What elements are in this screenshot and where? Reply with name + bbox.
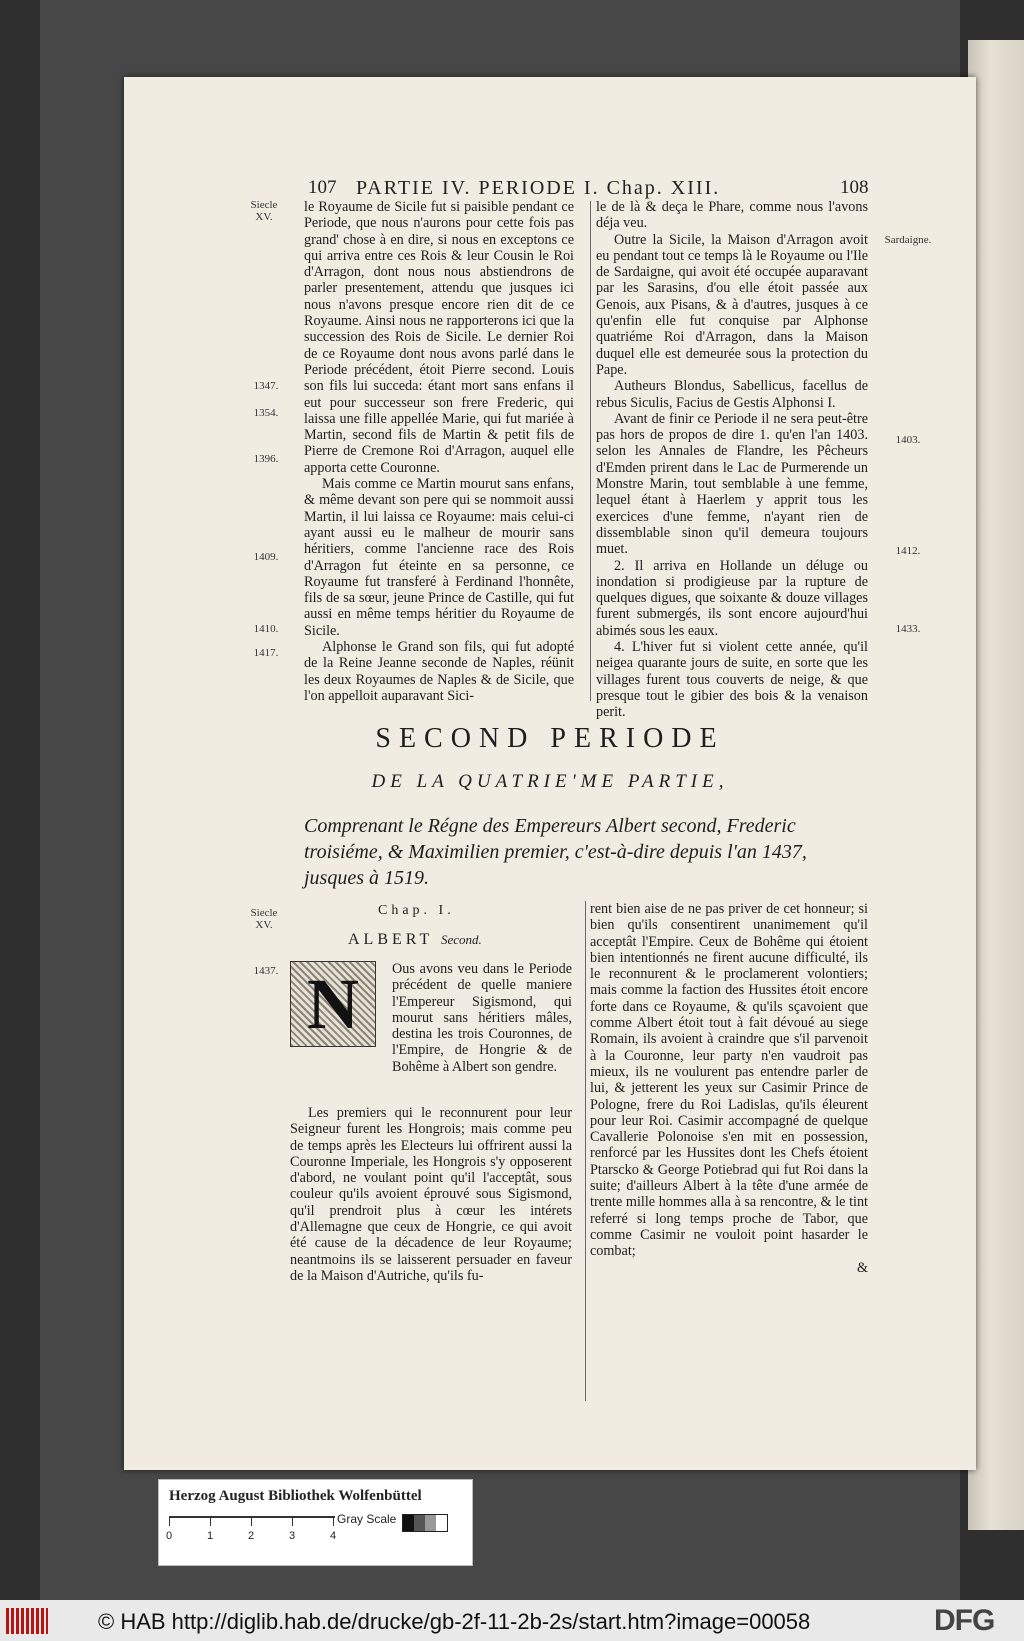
section-description: Comprenant le Régne des Empereurs Albert second, Frederic troisiéme, & Maximilien premier, c'est-à-dire depuis l'an 1437, jusques à 1519. bbox=[304, 815, 807, 889]
margin-date: 1433. bbox=[895, 623, 921, 635]
chapter-emperor-suffix: Second. bbox=[440, 932, 482, 947]
paragraph: Mais comme ce Martin mourut sans enfans, & même devant son pere qui se nommoit aussi Martin, il lui laissa ce Royaume: mais celui-ci ayant aussi eu le malheur de mourir sans héritiers, comme l'ancienne race des Rois d'Arragon fut éteinte en sa personne, ce Royaume fut transferé à Ferdinand l'honnête, fils de sa sœur, jeune Prince de Castille, qui fut aussi en même temps héritier du Royaume de Sicile. bbox=[304, 476, 574, 639]
margin-date: 1410. bbox=[253, 623, 279, 635]
chapter-left-column bbox=[290, 1105, 572, 1284]
ruler-label: 4 bbox=[330, 1530, 337, 1542]
paragraph: 4. L'hiver fut si violent cette année, qu'il neigea quarante jours de suite, en sorte que les villages furent tous couverts de neige, & que presque tout le gibier des bois & la venaison perit. bbox=[596, 639, 868, 721]
book-page bbox=[124, 77, 976, 1470]
page-edge bbox=[968, 40, 1024, 1530]
margin-date: 1417. bbox=[253, 647, 279, 659]
source-link[interactable]: © HAB http://diglib.hab.de/drucke/gb-2f-11-2b-2s/start.htm?image=00058 bbox=[98, 1609, 811, 1634]
ruler-tick bbox=[169, 1516, 170, 1526]
paragraph: Avant de finir ce Periode il ne sera peut-être pas hors de propos de dire 1. qu'en l'an 1403. selon les Annales de Flandre, les Pêcheurs d'Emden prirent dans le Lac de Purmerende un Monstre Marin, tout semblable à une femme, lequel étant à Haerlem y apprit tous les exercices d'une femme, n'ayant rien de dissemblable sinon qu'il demeura toujours muet. bbox=[596, 410, 868, 558]
barcode-icon bbox=[6, 1608, 48, 1634]
gray-scale-label: Gray Scale bbox=[337, 1512, 397, 1526]
paragraph: 2. Il arriva en Hollande un déluge ou inondation si prodigieuse par la rupture de quelques digues, que soixante & douze villages furent submergés, ils sont encore aujourd'hui abimés sous les eaux. bbox=[596, 557, 868, 639]
ruler-tick bbox=[251, 1516, 252, 1526]
margin-siecle: Siecle XV. bbox=[250, 199, 278, 223]
dfg-logo: DFG bbox=[934, 1604, 995, 1637]
decorated-initial bbox=[290, 961, 376, 1047]
viewer-footer bbox=[0, 1600, 1024, 1641]
margin-date: 1409. bbox=[253, 551, 279, 563]
ruler-label: 0 bbox=[166, 1530, 173, 1542]
margin-siecle: Siecle XV. bbox=[250, 907, 278, 931]
library-name: Herzog August Bibliothek Wolfenbüttel bbox=[169, 1488, 422, 1504]
paragraph: Autheurs Blondus, Sabellicus, facellus de rebus Siculis, Facius de Gestis Alphonsi I. bbox=[596, 378, 868, 411]
paragraph: Outre la Sicile, la Maison d'Arragon avoit eu pendant tout ce temps là le Royaume ou l'Ile de Sardaigne, qui avoit été occupée auparavant par les Sarasins, d'ou elle étoit passée aux Genois, aux Pisans, & à d'autres, jusques à ce qu'enfin elle fut conquise par Alphonse quatriéme Roi d'Arragon, dans la Maison duquel elle est demeurée sous la protection du Pape. bbox=[596, 231, 868, 378]
chapter-label: Chap. I. bbox=[378, 903, 455, 918]
page-number-left: 107 bbox=[308, 177, 337, 198]
ruler-label: 2 bbox=[248, 1530, 255, 1542]
ruler-label: 1 bbox=[207, 1530, 214, 1542]
paragraph: Ous avons veu dans le Periode précédent de quelle maniere l'Empereur Sigismond, qui mourut sans héritiers mâles, destina les trois Couronnes, de l'Empire, de Hongrie & de Bohême à Albert son gendre. bbox=[392, 961, 572, 1075]
chapter-right-column bbox=[590, 901, 868, 1276]
gray-scale-swatch bbox=[402, 1514, 448, 1532]
chapter-left-opening bbox=[392, 961, 572, 1075]
chapter-name bbox=[348, 931, 482, 949]
paragraph: Alphonse le Grand son fils, qui fut adopté de la Reine Jeanne seconde de Naples, réünit les deux Royaumes de Naples & de Sicile, que l'on appelloit auparavant Sici- bbox=[304, 639, 574, 704]
scale-ruler bbox=[169, 1516, 335, 1518]
ruler-tick bbox=[333, 1516, 334, 1526]
margin-date: 1396. bbox=[253, 453, 279, 465]
margin-date: 1412. bbox=[895, 545, 921, 557]
page-number-right: 108 bbox=[840, 177, 869, 198]
column-right-top bbox=[596, 199, 868, 721]
paragraph: Les premiers qui le reconnurent pour leur Seigneur furent les Hongrois; mais comme peu de temps après les Electeurs lui offrirent aussi la Couronne Imperiale, les Hongrois s'y opposerent d'abord, ne voulant point qu'il l'acceptât, sous couleur qu'ils avoient éprouvé sous Sigismond, qu'il prendroit plus à cœur les intérets d'Allemagne que ceux de Hongrie, ce qui avoit été cause de la décadence de leur Royaume; neantmoins ils se laisserent persuader en faveur de la Maison d'Autriche, qu'ils fu- bbox=[290, 1105, 572, 1284]
chapter-emperor: ALBERT bbox=[348, 931, 433, 948]
margin-sardaigne: Sardaigne. bbox=[884, 234, 932, 246]
margin-date: 1347. bbox=[253, 380, 279, 392]
catchword: & bbox=[856, 1259, 868, 1276]
section-subtitle: DE LA QUATRIE'ME PARTIE, bbox=[371, 771, 729, 792]
paragraph: le de là & deça le Phare, comme nous l'avons déja veu. bbox=[596, 199, 868, 232]
margin-date: 1354. bbox=[253, 407, 279, 419]
library-label-card bbox=[158, 1479, 473, 1566]
ruler-label: 3 bbox=[289, 1530, 296, 1542]
section-title: SECOND PERIODE bbox=[375, 723, 725, 754]
column-divider bbox=[590, 201, 591, 701]
ruler-tick bbox=[292, 1516, 293, 1526]
margin-date: 1403. bbox=[895, 434, 921, 446]
paragraph: le Royaume de Sicile fut si paisible pendant ce Periode, que nous n'aurons pour cette fois pas grand' chose à en dire, si nous en exceptons ce qui arriva entre ces Rois & leur Cousin le Roi d'Arragon, dont nous nous abstiendrons de parler presentement, attendu que jusques ici nous n'avons presque encore rien dit de ce Royaume. Ainsi nous ne rapporterons ici que la succession des Rois de Sicile. Le dernier Roi de ce Royaume dont nous avons parlé dans le Periode précédent, étoit Pierre second. Louis son fils lui succeda: étant mort sans enfans il eut pour successeur son frere Frederic, qui laissa une fille appellée Marie, qui fut mariée à Martin, second fils de Martin & petit fils de Pierre de Cremone Roi d'Arragon, auquel elle apporta cette Couronne. bbox=[304, 199, 574, 476]
paragraph: rent bien aise de ne pas priver de cet honneur; si bien qu'ils consentirent unanimement qu'il acceptât l'Empire. Ceux de Bohême qui étoient bien intentionnés ne firent aucune difficulté, ils le reconnurent & le proclamerent volontiers; mais comme la faction des Hussites étoit encore forte dans ce Royaume, & qu'ils sçavoient que comme Albert étoit tout à fait dévoué au siege Romain, ils avoient à craindre que s'il parvenoit à la Couronne, leur party n'en vaudroit pas mieux, ils ne voulurent pas entendre parler de lui, & jetterent les yeux sur Casimir Prince de Pologne, frere du Roi Ladislas, qu'ils éleurent pour leur Roi. Casimir accompagné de quelque Cavallerie Polonoise s'en mit en possession, renforcé par les Hussites dont les Chefs étoient Ptarscko & George Potiebrad qui fut Roi dans la suite; d'ailleurs Albert à la tête d'une armée de trente mille hommes alla à sa rencontre, & le tint referré si long temps proche de Tabor, que comme Casimir ne vouloit point hasarder le combat; bbox=[590, 901, 868, 1260]
column-left-top bbox=[304, 199, 574, 704]
column-divider bbox=[585, 901, 586, 1401]
running-title: PARTIE IV. PERIODE I. Chap. XIII. bbox=[356, 177, 721, 199]
margin-date: 1437. bbox=[253, 965, 279, 977]
ruler-tick bbox=[210, 1516, 211, 1526]
initial-letter: N bbox=[307, 964, 359, 1044]
